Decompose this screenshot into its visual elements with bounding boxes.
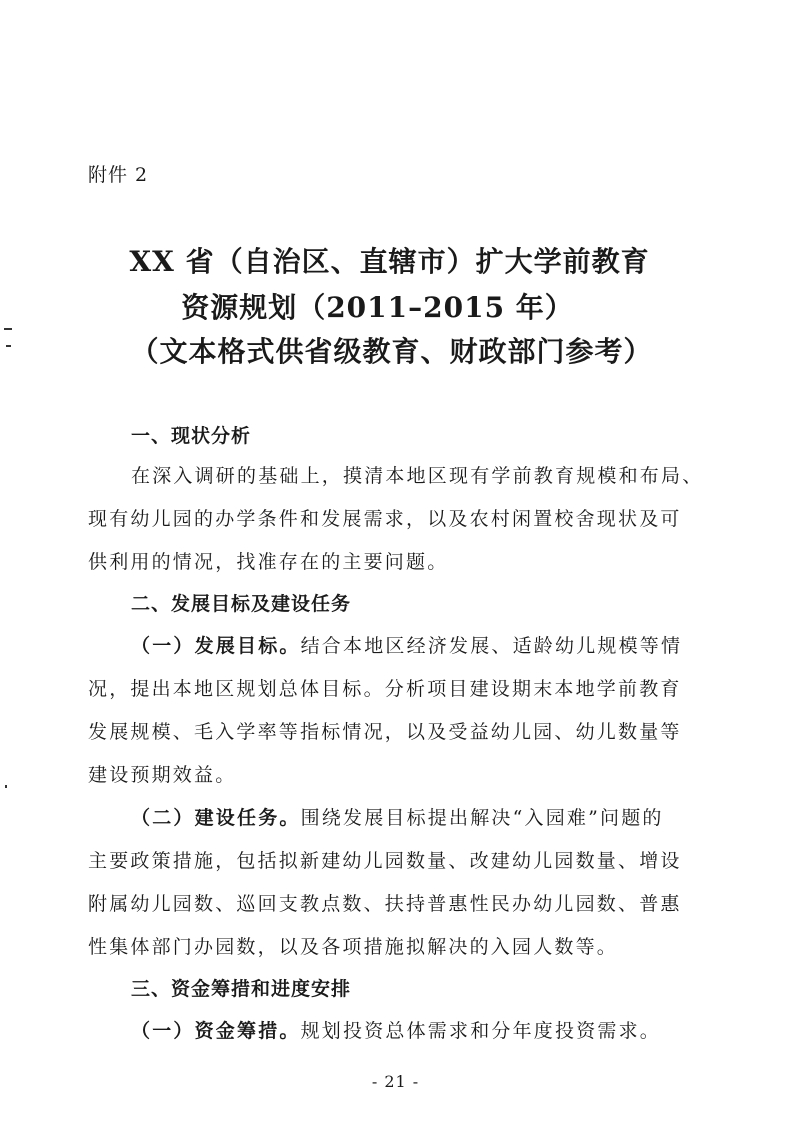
title-line-1: XX 省（自治区、直辖市）扩大学前教育 [129, 245, 650, 278]
section-2-sub-2-line: 性集体部门办园数，以及各项措施拟解决的入园人数等。 [88, 936, 619, 958]
sub-1-label: （一）资金筹措。 [131, 1020, 301, 1042]
section-1-heading: 一、现状分析 [131, 425, 252, 447]
sub-2-label: （二）建设任务。 [131, 807, 301, 829]
sub-1-text: 结合本地区经济发展、适龄幼儿规模等情 [300, 635, 683, 657]
title-line-2: 资源规划（2011–2015 年） [181, 291, 574, 324]
title-line-3: （文本格式供省级教育、财政部门参考） [130, 335, 653, 368]
section-3-heading: 三、资金筹措和进度安排 [131, 978, 352, 1000]
section-2-heading: 二、发展目标及建设任务 [131, 593, 352, 615]
scan-mark [6, 345, 11, 347]
section-2-sub-2-line: 主要政策措施，包括拟新建幼儿园数量、改建幼儿园数量、增设 [88, 850, 682, 872]
sub-2-text: 围绕发展目标提出解决“入园难”问题的 [300, 807, 664, 829]
section-1-line: 供利用的情况，找准存在的主要问题。 [88, 551, 449, 573]
section-1-line: 现有幼儿园的办学条件和发展需求，以及农村闲置校舍现状及可 [88, 508, 682, 530]
sub-1-text: 规划投资总体需求和分年度投资需求。 [300, 1020, 662, 1042]
section-1-line: 在深入调研的基础上，摸清本地区现有学前教育规模和布局、 [131, 465, 704, 487]
section-2-sub-1-line: 况，提出本地区规划总体目标。分析项目建设期末本地学前教育 [88, 678, 682, 700]
section-3-sub-1-first-line [131, 1016, 661, 1043]
scan-mark [4, 328, 12, 330]
sub-1-label: （一）发展目标。 [131, 635, 301, 657]
attachment-label: 附件 2 [88, 164, 149, 186]
section-2-sub-2-line: 附属幼儿园数、巡回支教点数、扶持普惠性民办幼儿园数、普惠 [88, 893, 682, 915]
section-2-sub-2-first-line [131, 803, 664, 830]
page-number: - 21 - [371, 1072, 420, 1091]
section-2-sub-1-line: 建设预期效益。 [88, 764, 237, 786]
scan-mark [5, 785, 7, 788]
section-2-sub-1-line: 发展规模、毛入学率等指标情况，以及受益幼儿园、幼儿数量等 [88, 721, 682, 743]
section-2-sub-1-first-line [131, 631, 682, 658]
